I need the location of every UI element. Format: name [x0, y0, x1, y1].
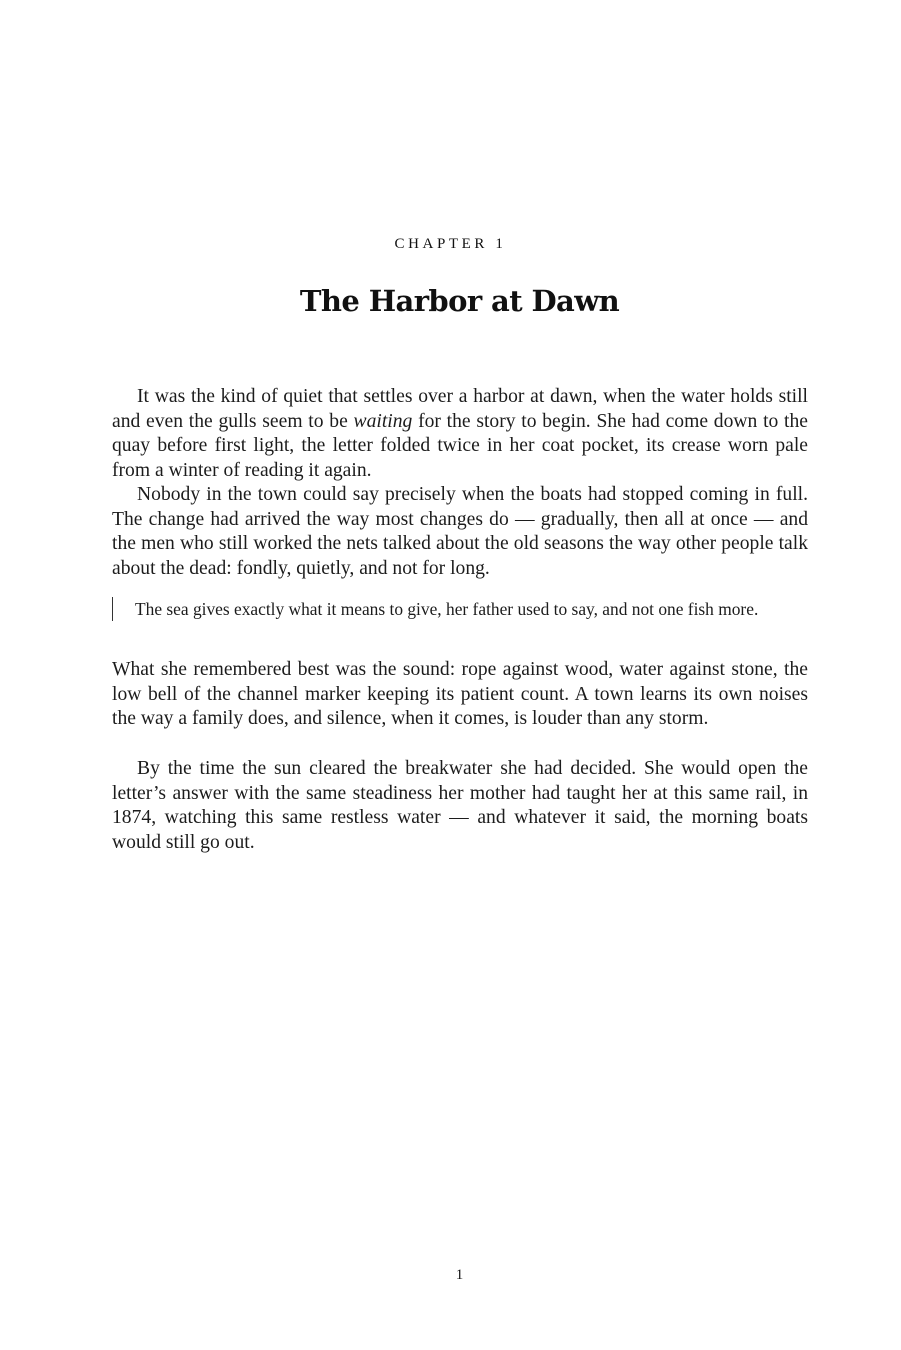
block-quote: The sea gives exactly what it means to give, her father used to say, and not one fish more. [112, 597, 795, 621]
chapter-title: The Harbor at Dawn [299, 284, 620, 318]
paragraph-4: By the time the sun cleared the breakwater she had decided. She would open the letter’s answer with the same steadiness her mother had taught her at this same rail, in 1874, watching this same restless water — and whatever it said, the morning boats would still go out. [112, 758, 808, 853]
paragraph-1-text-end: for the story to begin. She had come down to the quay before first light, the letter folded twice in her coat pocket, its crease worn pale from a winter of reading it again. [112, 410, 808, 481]
page-number: 1 [455, 1267, 464, 1283]
paragraph-2: Nobody in the town could say precisely when the boats had stopped coming in full. The change had arrived the way most changes do — gradually, then all at once — and the men who still worked the nets talked about the old seasons the way other people talk about the dead: fondly, quietly, and not for long. [112, 484, 808, 579]
paragraph-1-text-start: It was the kind of quiet that settles over a harbor at dawn, when the water holds still and even the gulls seem to be [112, 386, 808, 432]
paragraph-1 [112, 385, 808, 483]
chapter-label: CHAPTER 1 [394, 236, 507, 252]
paragraph-3: What she remembered best was the sound: rope against wood, water against stone, the low bell of the channel marker keeping its patient count. A town learns its own noises the way a family does, and silence, when it comes, is louder than any storm. [112, 659, 808, 729]
paragraph-1-emphasis: waiting [353, 410, 413, 432]
